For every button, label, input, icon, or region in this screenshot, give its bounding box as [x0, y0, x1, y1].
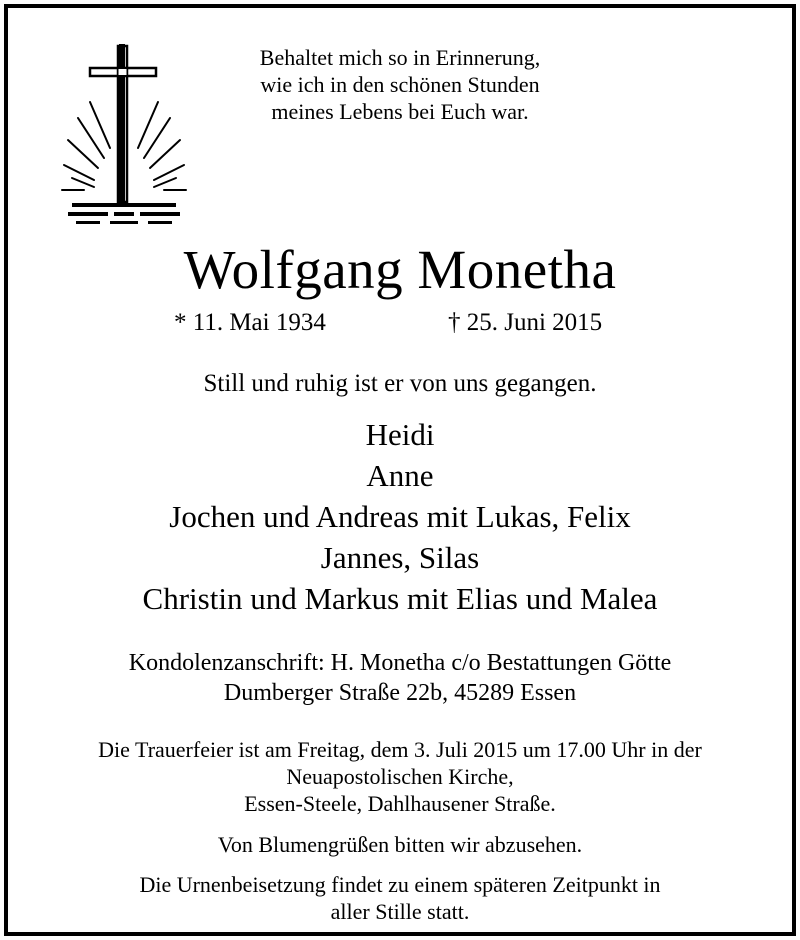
deceased-name: Wolfgang Monetha — [183, 239, 617, 300]
family-member: Jochen und Andreas mit Lukas, Felix — [169, 499, 631, 534]
birth-date: * 11. Mai 1934 — [174, 309, 326, 336]
motto — [200, 44, 600, 125]
motto-line: Behaltet mich so in Erinnerung, — [259, 45, 541, 70]
condolence-address — [0, 648, 800, 708]
death-date: † 25. Juni 2015 — [448, 309, 603, 336]
motto-line: meines Lebens bei Euch war. — [271, 99, 529, 124]
address-line: Dumberger Straße 22b, 45289 Essen — [223, 680, 577, 706]
family-member: Jannes, Silas — [320, 540, 480, 575]
family-member: Heidi — [365, 417, 435, 452]
ceremony-line: Neuapostolischen Kirche, — [286, 764, 514, 789]
address-line: Kondolenzanschrift: H. Monetha c/o Bestattungen Götte — [128, 650, 672, 676]
urn-line: Die Urnenbeisetzung findet zu einem späteren Zeitpunkt in — [139, 872, 661, 897]
family-member: Anne — [366, 458, 434, 493]
cross-sunrise-water-icon — [54, 40, 194, 240]
family-list — [0, 414, 800, 619]
flowers-note: Von Blumengrüßen bitten wir abzusehen. — [217, 832, 583, 857]
family-member: Christin und Markus mit Elias und Malea — [142, 581, 658, 616]
farewell-line: Still und ruhig ist er von uns gegangen. — [203, 370, 597, 397]
ceremony-line: Essen-Steele, Dahlhausener Straße. — [244, 791, 556, 816]
ceremony-line: Die Trauerfeier ist am Freitag, dem 3. Juli 2015 um 17.00 Uhr in der — [98, 737, 702, 762]
urn-burial-note — [0, 871, 800, 925]
urn-line: aller Stille statt. — [330, 899, 470, 924]
motto-line: wie ich in den schönen Stunden — [260, 72, 540, 97]
ceremony-info — [0, 736, 800, 817]
